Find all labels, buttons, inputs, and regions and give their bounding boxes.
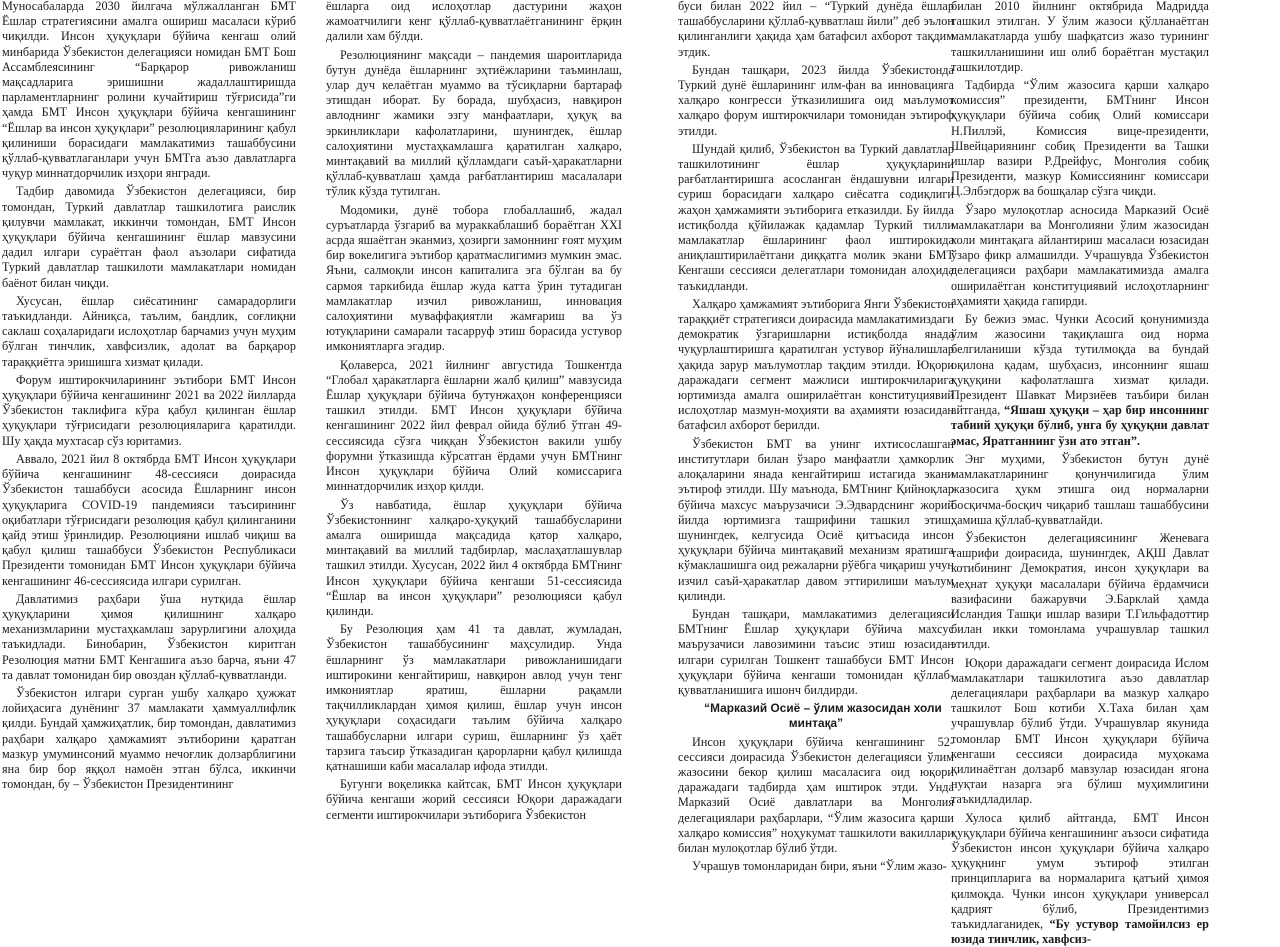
paragraph: Бу Резолюция ҳам 41 та давлат, жумладан, Ўзбекистон ташаббусининг маҳсулидир. Унда ёшларнинг ўз мамлакатлари ривожланишидаги иштирокини кенгайтириш, навқирон авлод учун тенг имкониятлар яратиш, ёшларни рақамли тақчилликлардан ҳимоя қилиш, ёшлар учун инсон ҳуқуқлари соҳасидаги таълим бўйича халқаро ташаббусларни илгари суриш, ёшларнинг ўз ҳаёт тарзига таъсир ўтказадиган қарорларни қабул қилишда қатнашиши каби масалалар ифода этилди. [326,622,622,773]
paragraph: Бугунги воқеликка кайтсак, БМТ Инсон ҳуқуқлари бўйича кенгаши жорий сессияси Юқори даражадаги сегменти иштирокчилари эътиборига Ўзбекистон [326,777,622,822]
paragraph: Аввало, 2021 йил 8 октябрда БМТ Инсон ҳуқуқлари бўйича кенгашининг 48-сессияси доирасида Ўзбекистон ташаббуси асосида Ёшларнинг инсон ҳуқуқларига COVID-19 пандемияси таъсирининг оқибатлари тўғрисидаги резолюция қабул қилинганини қайд этиш ўринлидир. Резолюцияни ишлаб чиқиш ва қабул қилиш ташаббуси Ўзбекистон Республикаси Президенти томонидан БМТ Инсон ҳуқуқлари бўйича кенгашининг 46-сессиясида илгари сурилган. [2,451,296,588]
paragraph: Хусусан, ёшлар сиёсатининг самарадорлиги таъкидланди. Айниқса, таълим, бандлик, соғлиқни саклаш соҳаларидаги ислоҳотлар барчамиз учун муҳим бўлган тинчлик, хавфсизлик, адолат ва барқарор тараққиётга эришишга хизмат қилади. [2,293,296,369]
paragraph: Ўзбекистон делегациясининг Женевага ташрифи доирасида, шунингдек, АҚШ Давлат котибининг Демократия, инсон ҳуқуқлари ва меҳнат ҳуқуқи масалалари бўйича ёрдамчиси вазифасини бажарувчи Э.Барклай ҳамда Исландия Ташқи ишлар вазири Т.Гильфадоттир билан икки томонлама учрашувлар ташкил этилди. [951,530,1209,652]
paragraph: Энг муҳими, Ўзбекистон бутун дунё мамлакатларининг қонунчилигида ўлим жазосига ҳукм этишга оид нормаларни босқичма-босқич чиқариб ташлаш ташаббусини ҳамиша қўллаб-қувватлайди. [951,451,1209,527]
paragraph: Бундан ташқари, мамлакатимиз делегацияси БМТнинг Ёшлар ҳуқуқлари бўйича махсус маърузачиси лавозимини таъсис этиш юзасидан илгари сурилган Тошкент ташаббуси БМТ Инсон ҳуқуқлари бўйича кенгаши томонидан қўллаб-қувватланишига ишонч билдирди. [678,606,954,697]
paragraph: Тадбир давомида Ўзбекистон делегацияси, бир томондан, Туркий давлатлар ташкилотига раислик қилувчи мамлакат, иккинчи томондан, БМТ Инсон ҳуқуқлари бўйича кенгашининг ёшлар мавзусини дадил илгари сураётган фаол аъзолари сифатида Туркий давлатлар ташкилоти мамлакатлари номидан баёнот билан чиқди. [2,184,296,290]
paragraph: Ўзбекистон илгари сурган ушбу халқаро ҳужжат лойиҳасига дунёнинг 37 мамлакати ҳаммуаллифлик қилди. Бундай ҳамжиҳатлик, бир томондан, давлатимиз раҳбари халқаро ҳамжамият эътиборини қаратган мазкур умуминсоний муаммо нечоғлик долзарблигини яна бир бор яққол намоён этган бўлса, иккинчи томондан, бу – Ўзбекистон Президентининг [2,685,296,792]
paragraph: Шундай қилиб, Ўзбекистон ва Туркий давлатлар ташкилотининг ёшлар ҳуқуқларини рағбатлантиришга асосланган ёндашувни илгари суриш борасидаги халқаро сиёсатга содиқлиги жаҳон ҳамжамияти эътиборига етказилди. Бу йилда истиқболда қўйилажак қадамлар Туркий тилли мамлакатлар ёшларининг фаол иштирокида аниқлаштирилаётгани диққатга молик экани БМТ Кенгаши сессияси делегатлари томонидан алоҳида таъкидланди. [678,141,954,293]
paragraph: Халқаро ҳамжамият эътиборига Янги Ўзбекистон тараққиёт стратегияси доирасида мамлакатимиздаги демократик ўзгаришларни истиқболда янада чуқурлаштиришга қаратилган устувор йўналишлар ҳақида зарур маълумотлар тақдим этилди. Юқори даражадаги сегмент мажлиси иштирокчиларига юртимизда амалга оширилаётган конституциявий ислоҳотлар мазмун-моҳияти ва аҳамияти юзасидан батафсил ахборот берилди. [678,296,954,433]
article-column-3 [678,0,954,874]
paragraph: билан 2010 йилнинг октябрида Мадридда ташкил этилган. У ўлим жазоси қўлланаётган мамлакатларда ушбу шафқатсиз жазо турининг ташкилланишини иш олиб бораётган мустақил ташкилотдир. [951,0,1209,74]
paragraph: Ўзаро мулоқотлар асносида Марказий Осиё мамлакатлари ва Монголияни ўлим жазосидан холи минтақага айлантириш масаласи юзасидан ўзаро фикр алмашилди. Учрашувда Ўзбекистон делегацияси раҳбари мамлакатимизда амалга оширилаётган конституциявий ислоҳотларнинг аҳамияти ҳақида гапирди. [951,202,1209,308]
paragraph: Давлатимиз раҳбари ўша нутқида ёшлар ҳуқуқларини ҳимоя қилишнинг халқаро механизмларини мустаҳкамлаш зарурлигини алоҳида таъкидлади. Бинобарин, Ўзбекистон киритган Резолюция матни БМТ Кенгашига аъзо барча, яъни 47 та давлат томонидан бир овоздан қўллаб-қувватланди. [2,591,296,682]
president-quote: “Яшаш ҳуқуқи – ҳар бир инсоннинг табиий ҳуқуқи бўлиб, унга бу ҳуқуқни давлат эмас, Яратганнинг ўзи ато этган”. [951,403,1209,448]
paragraph: Ўз навбатида, ёшлар ҳуқуқлари бўйича Ўзбекистоннинг халқаро-ҳуқуқий ташаббусларини амалга оширишда мақсадида қатор халқаро, минтақавий ва миллий тадбирлар, маслаҳатлашувлар ташкил этилди. Хусусан, 2022 йил 4 октябрда БМТнинг Инсон ҳуқуқлари бўйича кенгаши 51-сессиясида “Ёшлар ва инсон ҳуқуқлари” резолюцияси қабул қилинди. [326,497,622,618]
paragraph: Муносабаларда 2030 йилгача мўлжалланган БМТ Ёшлар стратегиясини амалга ошириш масаласи кўриб чиқилди. Инсон ҳуқуқлари бўйича кенгаш олий минбарида Ўзбекистон делегацияси номидан БМТ Бош Ассамблеясининг “Барқарор ривожланиш мақсадларига эришишни жадаллаштиришда парламентларнинг ролини кучайтириш тўғрисида”ги ҳамда БМТ Инсон ҳуқуқлари бўйича кенгашининг “Ёшлар ва инсон ҳуқуқлари” резолюцияларининг қабул қилиниши борасидаги мамлакатимиз ташаббусини қўллаб-қувватлаганлари учун БМТга аъзо давлатларга чуқур миннатдорчилик изҳори янгради. [2,0,296,181]
paragraph: ёшларга оид ислоҳотлар дастурини жаҳон жамоатчилиги кенг қўллаб-қувватлаётганининг ёрқин далили хам бўлди. [326,0,622,44]
paragraph-text: Хулоса қилиб айтганда, БМТ Инсон ҳуқуқлари бўйича кенгашининг аъзоси сифатида Ўзбекистон инсон ҳуқуқлари бўйича халқаро ҳуқуқнинг умум эътироф этилган принципларига ва нормаларига қатъий ҳимоя қилмоқда. Чунки инсон ҳуқуқлари универсал қадрият бўлиб, Президентимиз таъкидлаганидек, [951,810,1209,931]
paragraph: Тадбирда “Ўлим жазосига қарши халқаро комиссия” президенти, БМТнинг Инсон ҳуқуқлари бўйича собиқ Олий комиссари Н.Пиллэй, Комиссия вице-президенти, Швейцариянинг собиқ Президенти ва Ташки ишлар вазири Р.Дрейфус, Монголия собиқ Президенти, мазкур Комиссиянинг комиссари Ц.Элбэгдорж ва бошқалар сўзга чиқди. [951,78,1209,199]
paragraph: буси билан 2022 йил – “Туркий дунёда ёшлар ташаббусларини қўллаб-қувватлаш йили” деб эълон қилинганлиги ҳақида ҳам батафсил ахборот тақдим этдик. [678,0,954,59]
article-column-1 [2,0,296,792]
paragraph: Модомики, дунё тобора глобаллашиб, жадал суръатларда ўзгариб ва мураккаблашиб бораётган XXI асрда яшаётган эканмиз, ҳозирги замоннинг ғоят муҳим бир вокелигига эътибор қаратмаслигимиз мумкин эмас. Яъни, салмоқли инсон капиталига эга бўлган ва бу сармоя таркибида ёшлар жуда катта ўрин тутадиган мамлакатлар изчил ривожланиш, инновация салоҳиятини муваффақиятли жамғариш ва ўз ютуқларини самарали тасарруф этиш борасида устувор имкониятларга эгадир. [326,202,622,354]
paragraph: Учрашув томонларидан бири, яъни “Ўлим жазо- [692,859,947,874]
paragraph: Форум иштирокчиларининг эътибори БМТ Инсон ҳуқуқлари бўйича кенгашининг 2021 ва 2022 йилларда Ўзбекистон таклифига кўра қабул қилинган ёшлар ҳуқуқлари тўғрисидаги резолюцияларига қаратилди. Шу ҳақда мухтасар сўз юритамиз. [2,372,296,448]
paragraph-text: Бу бежиз эмас. Чунки Асосий қонунимизда ўлим жазосини тақиқлашга оид норма белгиланиши кўзда тутилмоқда ва бундай оқилона қадам, шубҳасиз, инсоннинг яшаш ҳуқуқини кафолатлашга хизмат қилади. Президент Шавкат Мирзиёев таъбири билан айтганда, [951,312,1209,418]
bold-quote-start: “Бу устувор тамойилсиз ер юзида тинчлик, хавфсиз- [951,916,1209,947]
paragraph: Юқори даражадаги сегмент доирасида Ислом мамлакатлари ташкилотига аъзо давлатлар делегациялари раҳбарлари ва мазкур халқаро ташкилот Бош котиби Х.Таха билан ҳам учрашувлар бўлиб ўтди. Учрашувлар якунида томонлар БМТ Инсон ҳуқуқлари бўйича кенгаши сессияси доирасида муҳокама қилинаётган долзарб мавзулар юзасидан ягона нуқтаи назарга эга бўлиш муҳимлигини таъкидладилар. [951,655,1209,807]
paragraph-with-quote [951,312,1209,449]
section-subheading: “Марказий Осиё – ўлим жазосидан холи минтақа” [704,701,942,731]
paragraph: Инсон ҳуқуқлари бўйича кенгашининг 52-сессияси доирасида Ўзбекистон делегацияси ўлим жазосини бекор қилиш масаласига оид юқори даражадаги тадбирда ҳам иштирок этди. Унда Марказий Осиё давлатлари ва Монголия делегациялари раҳбарлари, “Ўлим жазосига қарши халқаро комиссия” ноҳукумат ташкилоти вакиллари билан мулоқотлар бўлиб ўтди. [678,734,954,855]
article-column-4 [951,0,1209,947]
article-column-2 [326,0,622,822]
paragraph: Бундан ташқари, 2023 йилда Ўзбекистонда Туркий дунё ёшларининг илм-фан ва инновацияга халқаро конгресси ўтказилишига оид маълумот халқаро форум иштирокчилари томонидан эътироф этилди. [678,62,954,138]
paragraph: Қолаверса, 2021 йилнинг августида Тошкентда “Глобал ҳаракатларга ёшларни жалб қилиш” мавзусида Ёшлар ҳуқуқлари бўйича бутунжаҳон конференцияси ташкил этилди. БМТ Инсон ҳуқуқлари бўйича кенгашининг 2022 йил феврал ойида бўлиб ўтган 49-сессиясида сўзга чиққан Ўзбекистон вакили ушбу форумни ўтказишда кўрсатган ёрдами учун БМТнинг Инсон ҳуқуқлари бўйича Олий комиссарига миннатдорчилик изҳор қилди. [326,357,622,494]
paragraph: Ўзбекистон БМТ ва унинг ихтисослашган институтлари билан ўзаро манфаатли ҳамкорлик алоқаларини янада кенгайтириш истагида экани эътироф этилди. Шу маънода, БМТнинг Қийноқлар бўйича махсус маърузачиси Э.Эдвардснинг жорий йилда юртимизга ташрифини ташкил этиш, шунингдек, келгусида Осиё қитъасида инсон ҳуқуқлари бўйича минтақавий механизм яратишга кўмаклашишга оид режаларни рўёбга чиқариш учун изчил саъй-ҳаракатлар давом эттирилиши маълум қилинди. [678,436,954,603]
paragraph: Резолюциянинг мақсади – пандемия шароитларида бутун дунёда ёшларнинг эҳтиёжларини таъминлаш, улар дуч келаётган муаммо ва тўсиқларни бартараф этишдан иборат. Бу борада, шубҳасиз, навқирон авлоднинг жамики эзгу манфаатлари, ҳуқуқ ва эркинликлари кафолатларини, шунингдек, ёшлар салоҳиятини мустаҳкамлашга қаратилган халқаро, минтақавий ва миллий қўлламдаги саъй-ҳаракатларни қўллаб-қувватлаш ҳамда рағбатлантириш масалалари тўлик кўзда тутилган. [326,47,622,199]
paragraph-with-bold-ending [951,811,1209,947]
